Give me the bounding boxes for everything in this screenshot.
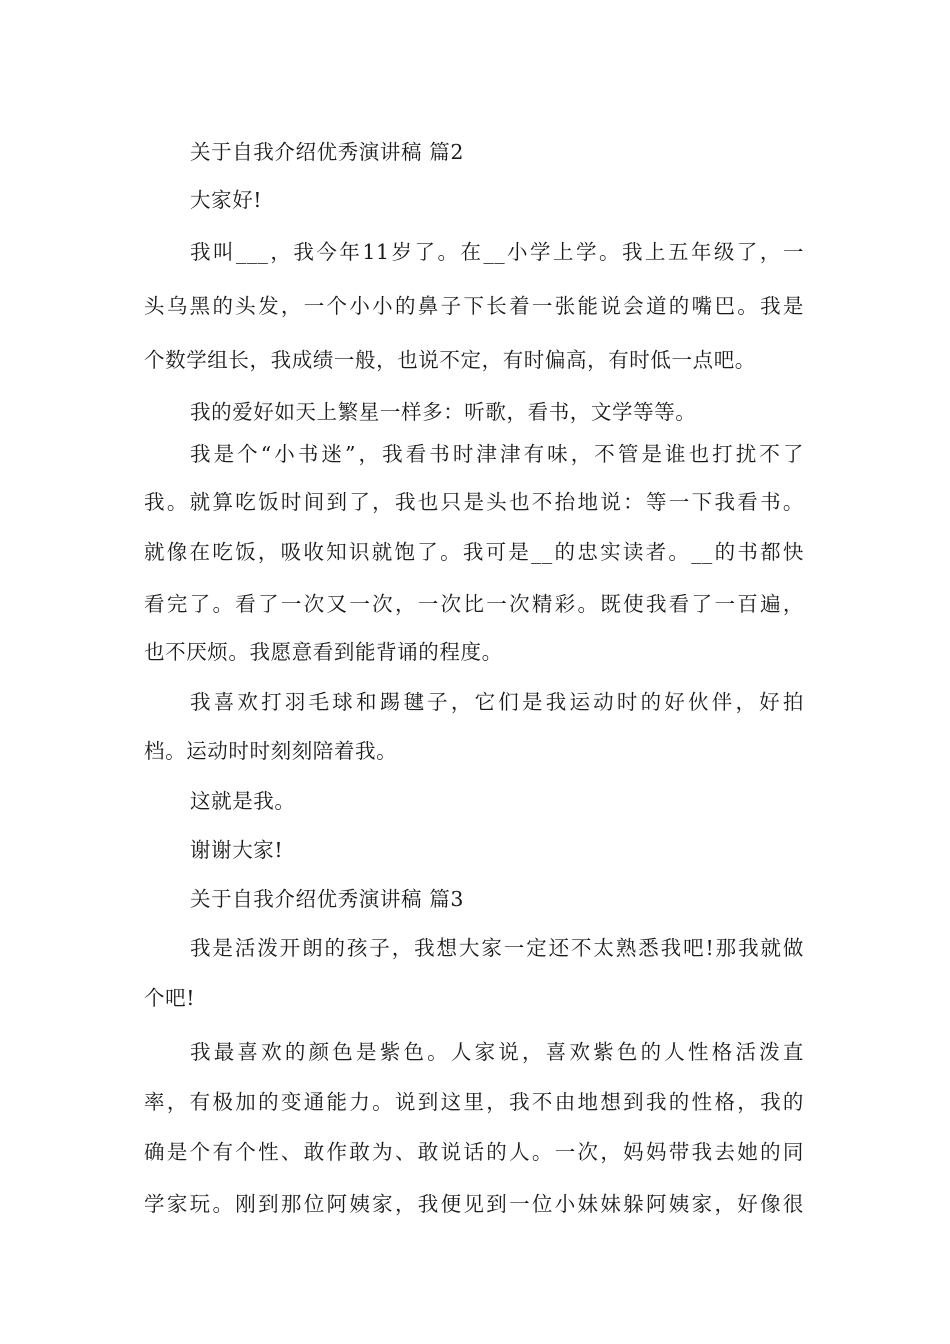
paragraph-line: 我。就算吃饭时间到了，我也只是头也不抬地说：等一下我看书。: [144, 490, 804, 514]
paragraph-line: 我最喜欢的颜色是紫色。人家说，喜欢紫色的人性格活泼直: [190, 1040, 804, 1064]
paragraph-line: 就像在吃饭，吸收知识就饱了。我可是__的忠实读者。__的书都快: [144, 540, 804, 564]
closing-line: 谢谢大家!: [190, 838, 284, 862]
paragraph-line: 我的爱好如天上繁星一样多：听歌，看书，文学等等。: [190, 400, 697, 424]
paragraph-line: 个数学组长，我成绩一般，也说不定，有时偏高，有时低一点吧。: [144, 348, 756, 372]
paragraph-line: 也不厌烦。我愿意看到能背诵的程度。: [144, 640, 503, 664]
paragraph-line: 我是个“小书迷”，我看书时津津有味，不管是谁也打扰不了: [190, 442, 804, 466]
paragraph-line: 档。运动时时刻刻陪着我。: [144, 739, 398, 763]
paragraph-line: 确是个有个性、敢作敢为、敢说话的人。一次，妈妈带我去她的同: [144, 1140, 804, 1164]
paragraph-line: 这就是我。: [190, 789, 296, 813]
paragraph-line: 个吧!: [144, 986, 196, 1010]
paragraph-line: 我是活泼开朗的孩子，我想大家一定还不太熟悉我吧!那我就做: [190, 936, 804, 960]
section-heading: 关于自我介绍优秀演讲稿 篇3: [190, 887, 464, 911]
paragraph-line: 头乌黑的头发，一个小小的鼻子下长着一张能说会道的嘴巴。我是: [144, 294, 804, 318]
paragraph-line: 我叫___，我今年11岁了。在__小学上学。我上五年级了，一: [190, 240, 804, 264]
paragraph-line: 看完了。看了一次又一次，一次比一次精彩。既使我看了一百遍，: [144, 592, 804, 616]
paragraph-line: 率，有极加的变通能力。说到这里，我不由地想到我的性格，我的: [144, 1090, 804, 1114]
greeting: 大家好!: [190, 188, 263, 212]
paragraph-line: 我喜欢打羽毛球和踢毽子，它们是我运动时的好伙伴，好拍: [190, 690, 804, 714]
section-heading: 关于自我介绍优秀演讲稿 篇2: [190, 140, 464, 164]
paragraph-line: 学家玩。刚到那位阿姨家，我便见到一位小妹妹躲阿姨家，好像很: [144, 1192, 804, 1216]
